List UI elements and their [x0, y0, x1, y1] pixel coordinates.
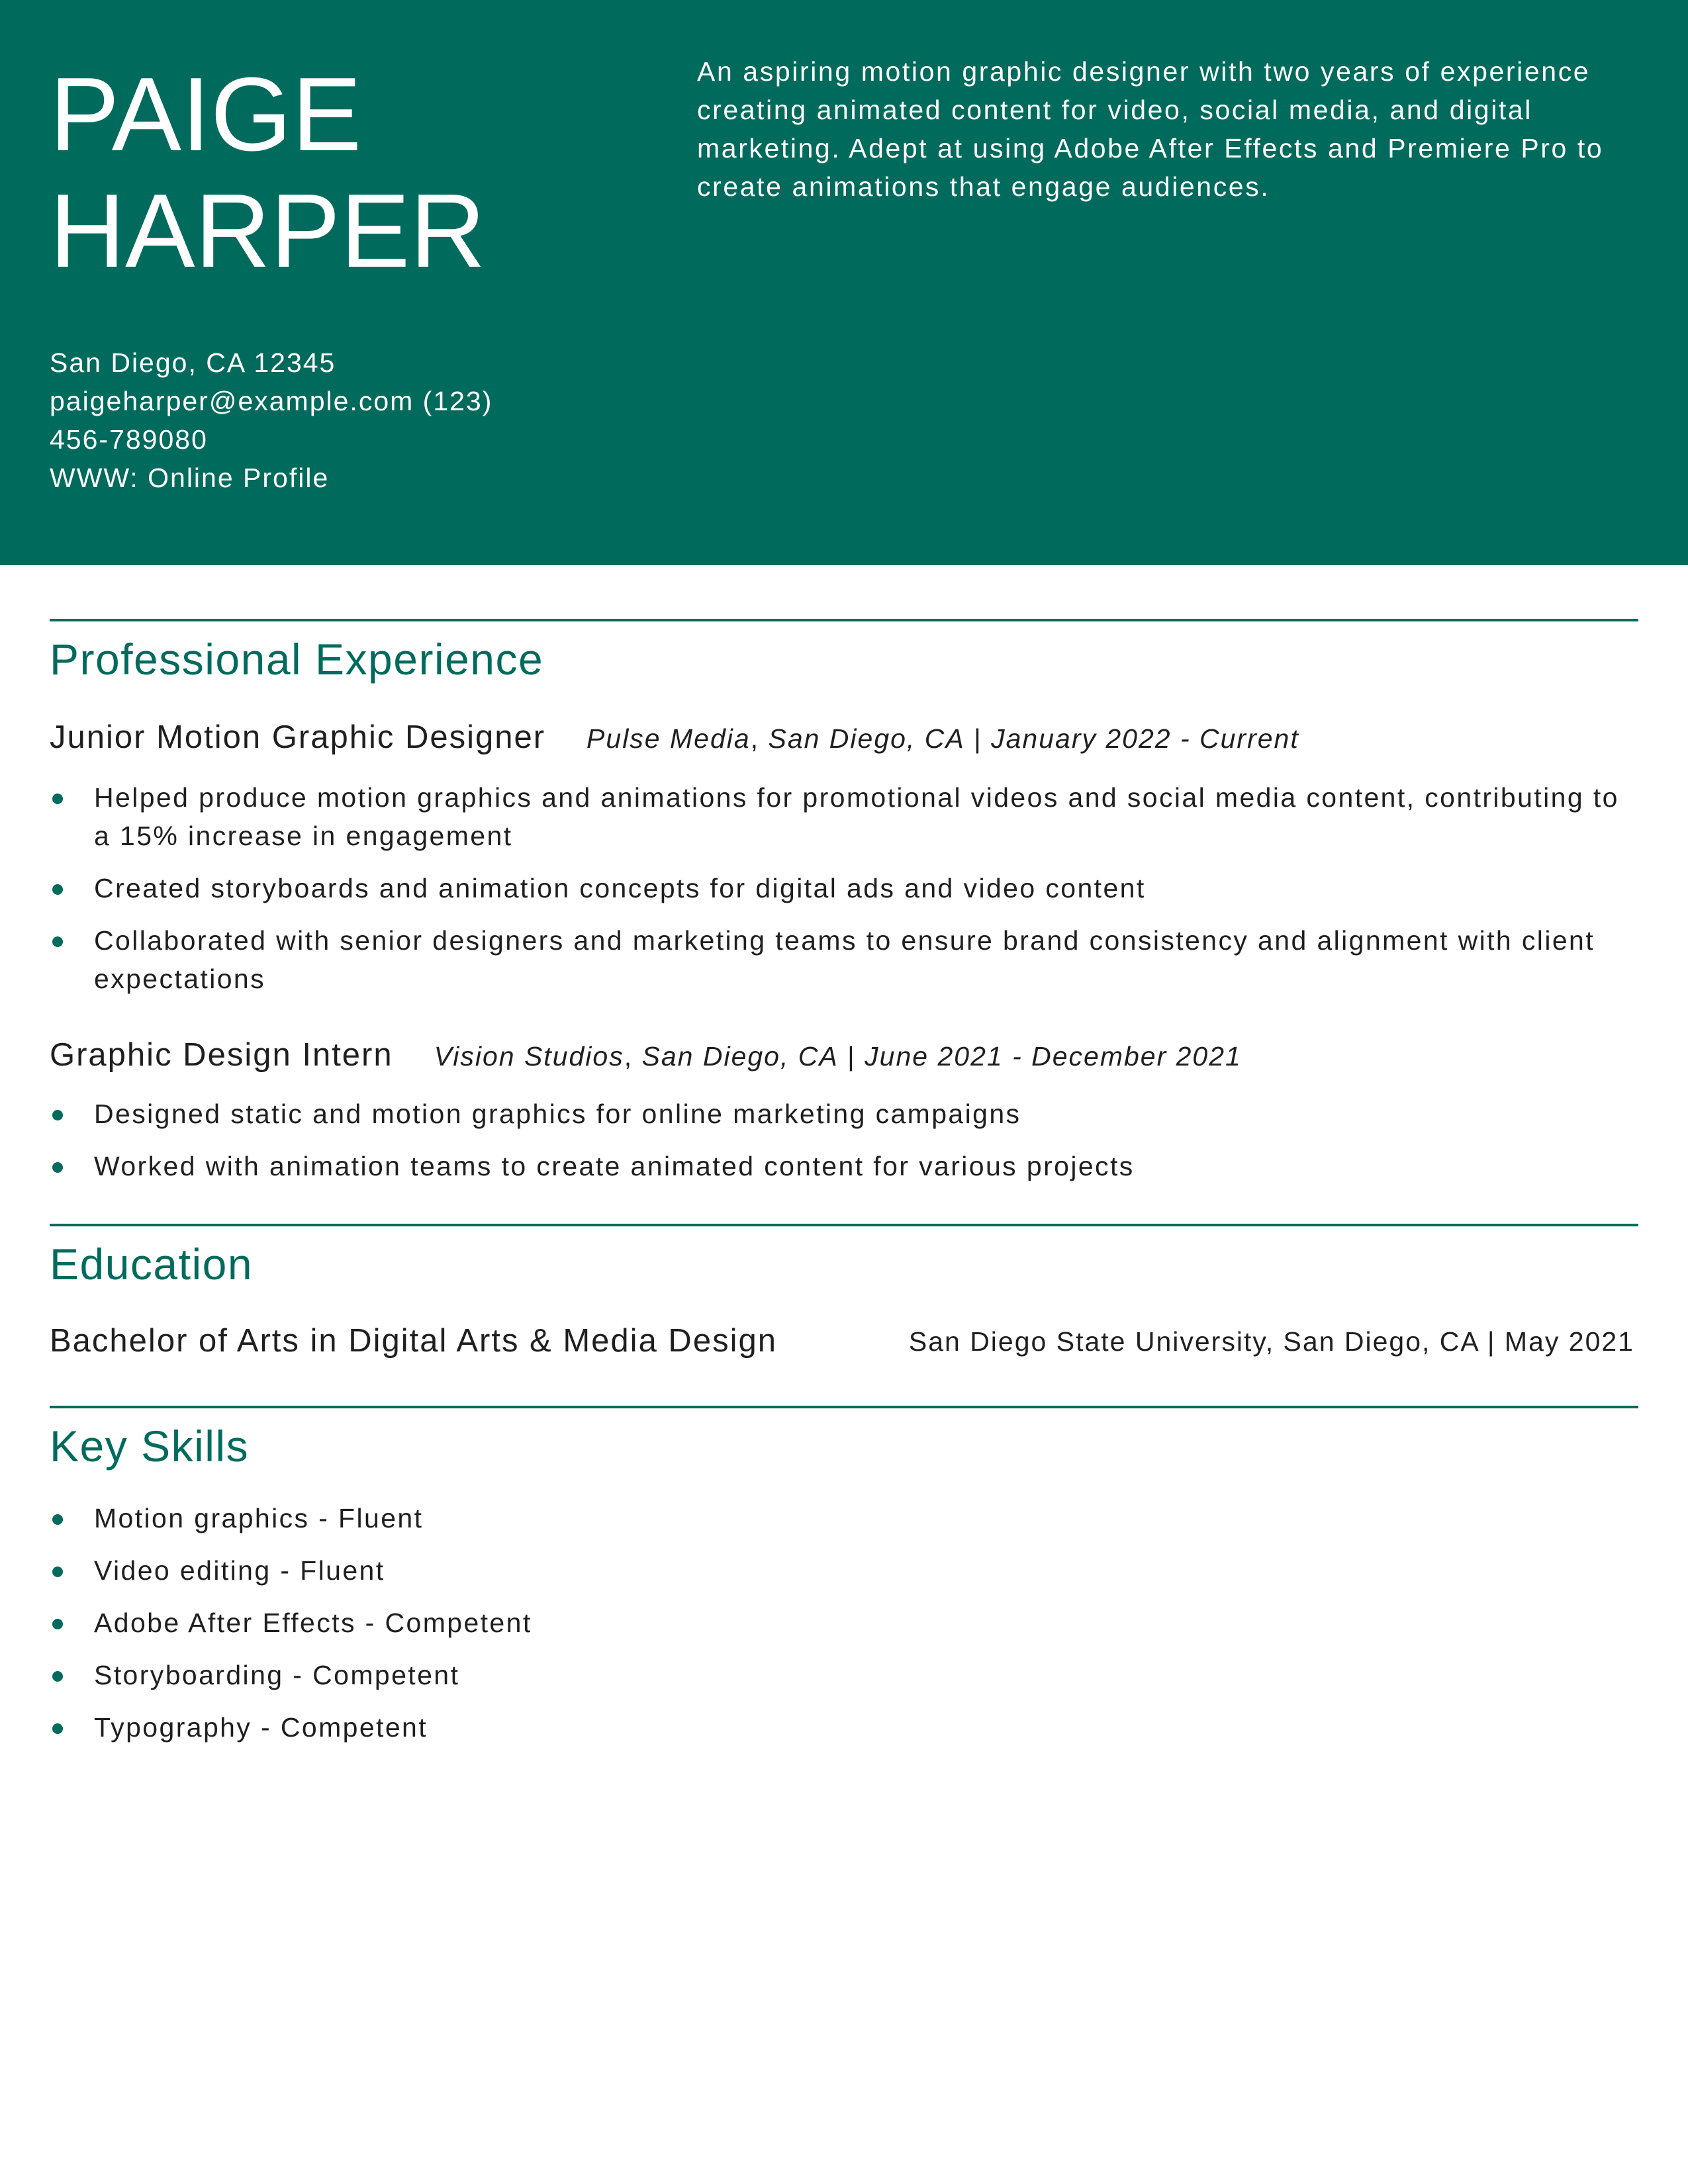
job-bullets — [50, 778, 1638, 1012]
job-bullets — [50, 1095, 1638, 1199]
list-item: Helped produce motion graphics and animations for promotional videos and social media content, contributing to a 15% increase in engagement — [50, 778, 1638, 855]
section-divider — [50, 1224, 1638, 1226]
job-header — [50, 1036, 1242, 1073]
skills-list — [50, 1499, 1638, 1760]
contact-info — [50, 343, 553, 497]
list-item: Adobe After Effects - Competent — [50, 1604, 1638, 1642]
job-company: Vision Studios — [434, 1041, 624, 1071]
degree: Bachelor of Arts in Digital Arts & Media Design — [50, 1323, 777, 1359]
job-pipe: | — [964, 723, 992, 754]
candidate-name — [50, 56, 645, 289]
header-band — [0, 0, 1688, 565]
job-title: Junior Motion Graphic Designer — [50, 719, 546, 755]
section-divider — [50, 1406, 1638, 1408]
list-item: Motion graphics - Fluent — [50, 1499, 1638, 1537]
contact-location: San Diego, CA 12345 — [50, 347, 336, 378]
list-item: Collaborated with senior designers and marketing teams to ensure brand consistency and alignment with client expectations — [50, 921, 1638, 998]
job-meta — [434, 1041, 1242, 1071]
job-location: San Diego, CA — [641, 1041, 839, 1071]
job-meta — [586, 723, 1299, 754]
name-first: PAIGE — [50, 56, 362, 173]
contact-web-profile[interactable]: WWW: Online Profile — [50, 463, 330, 493]
contact-email-phone[interactable]: paigeharper@example.com (123) — [50, 386, 493, 416]
profile-summary: An aspiring motion graphic designer with two years of experience creating animated content for video, social media, and digital marketing. Adept at using Adobe After Effects and Premiere Pro to create animations that engage audiences. — [697, 56, 1604, 202]
list-item: Storyboarding - Competent — [50, 1656, 1638, 1694]
list-item: Designed static and motion graphics for online marketing campaigns — [50, 1095, 1638, 1133]
job-company: Pulse Media — [586, 723, 751, 754]
job-header — [50, 719, 1299, 756]
skills-heading: Key Skills — [50, 1422, 250, 1471]
name-last: HARPER — [50, 173, 486, 289]
job-dates: June 2021 - December 2021 — [865, 1041, 1242, 1071]
job-location: San Diego, CA — [768, 723, 965, 754]
education-heading: Education — [50, 1240, 254, 1289]
job-title: Graphic Design Intern — [50, 1037, 393, 1073]
list-item: Worked with animation teams to create animated content for various projects — [50, 1147, 1638, 1185]
list-item: Typography - Competent — [50, 1708, 1638, 1747]
job-dates: January 2022 - Current — [991, 723, 1299, 754]
contact-phone-continued: 456-789080 — [50, 424, 208, 455]
job-separator: , — [624, 1041, 642, 1071]
list-item: Video editing - Fluent — [50, 1551, 1638, 1590]
education-entry — [50, 1322, 1638, 1369]
school-line: San Diego State University, San Diego, CA | May 2021 — [908, 1326, 1634, 1357]
section-divider — [50, 619, 1638, 621]
list-item: Created storyboards and animation concepts for digital ads and video content — [50, 869, 1638, 907]
job-pipe: | — [838, 1041, 865, 1071]
experience-heading: Professional Experience — [50, 635, 544, 684]
job-separator: , — [750, 723, 769, 754]
